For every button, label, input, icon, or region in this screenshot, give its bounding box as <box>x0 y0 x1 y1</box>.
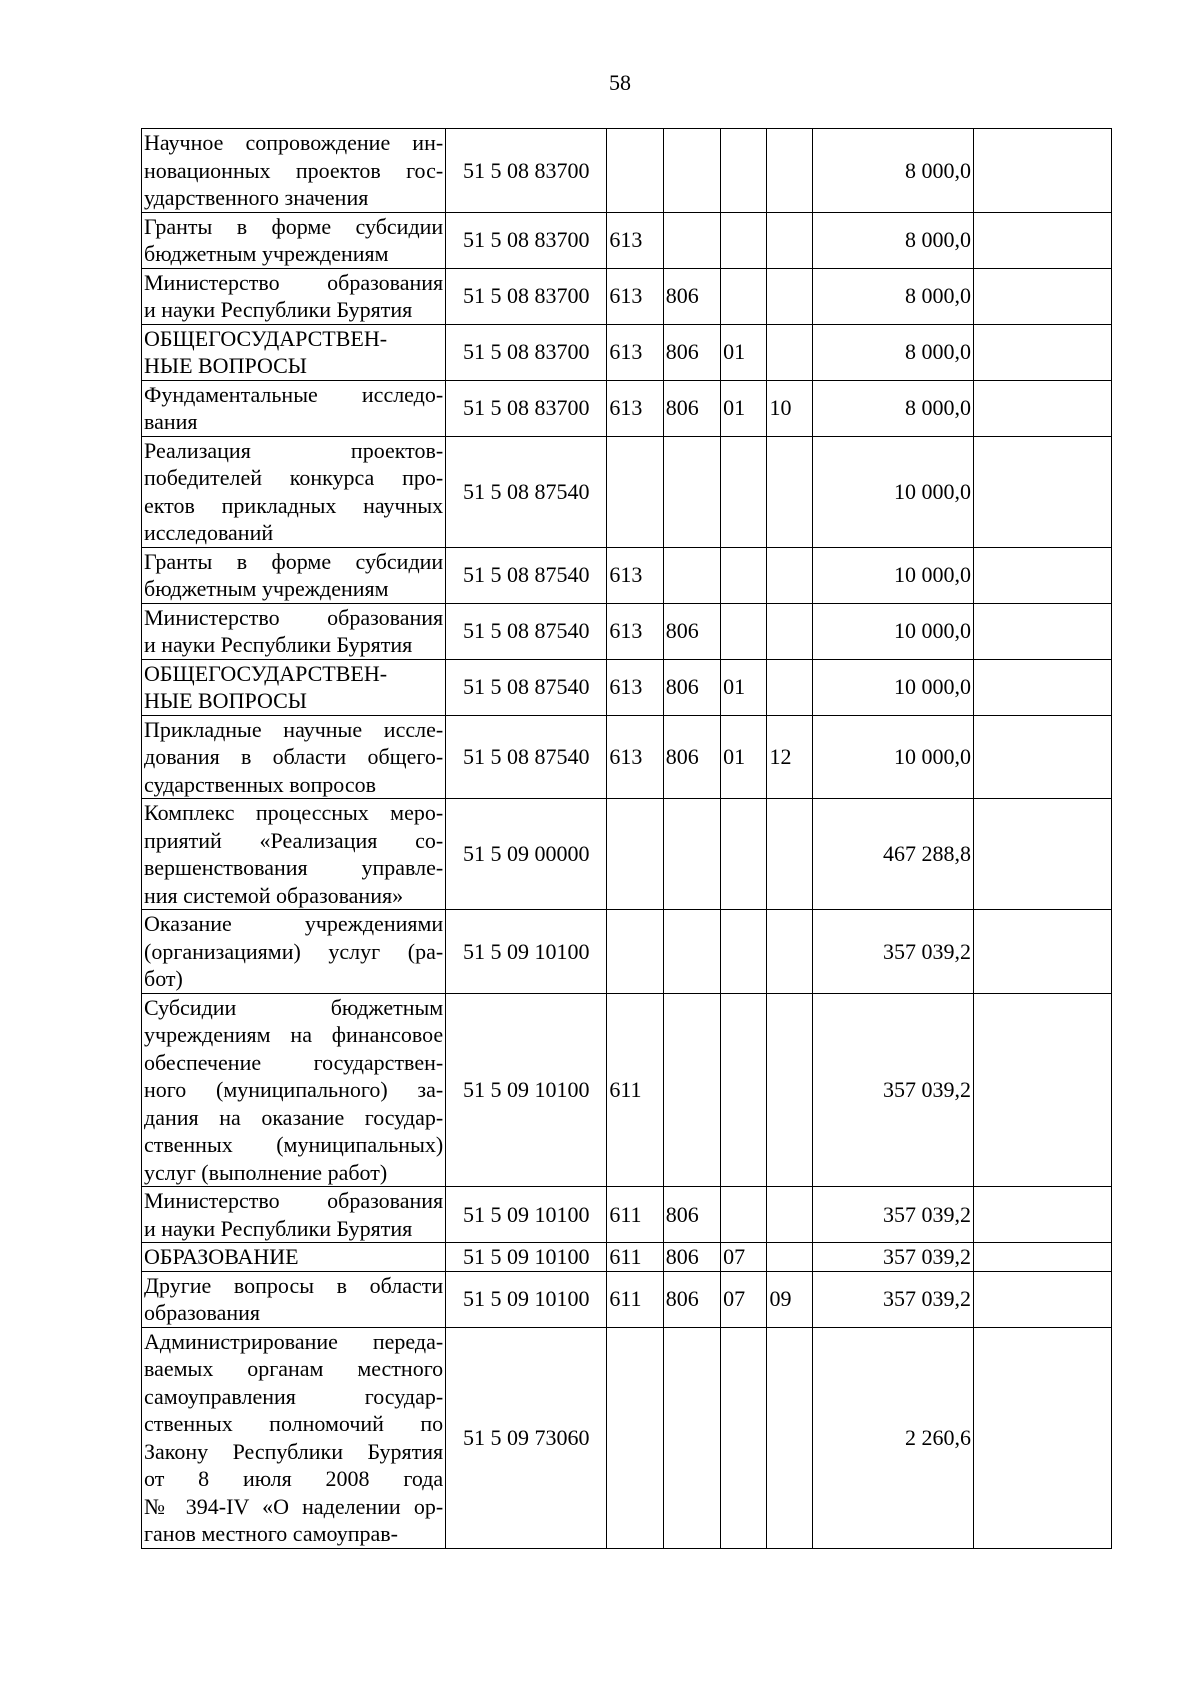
table-row <box>142 993 1112 1187</box>
target-article-cell: 51 5 08 87540 <box>446 436 607 547</box>
subsection-cell <box>767 910 812 994</box>
item-name-line: ударственного значения <box>144 185 369 210</box>
item-name-cell <box>142 1327 446 1548</box>
item-name-line: учреждениям на финансовое <box>144 1022 444 1047</box>
subsection-cell: 12 <box>767 715 812 799</box>
extra-cell <box>973 659 1111 715</box>
expense-type-cell: 611 <box>607 1271 663 1327</box>
target-article-cell: 51 5 08 83700 <box>446 212 607 268</box>
subsection-cell <box>767 603 812 659</box>
item-name-line: Фундаментальные исследо- <box>144 381 444 407</box>
item-name-line: ния системой образования» <box>144 882 404 908</box>
item-name-line: ганов местного самоуправ- <box>144 1521 398 1546</box>
table-row <box>142 324 1112 380</box>
item-name-line: услуг (выполнение работ) <box>144 1159 388 1185</box>
table-row <box>142 380 1112 436</box>
table-row <box>142 1271 1112 1327</box>
item-name-line: Субсидии бюджетным <box>144 994 444 1020</box>
item-name-line: и науки Республики Бурятия <box>144 1215 413 1241</box>
amount-cell: 357 039,2 <box>812 1243 973 1272</box>
subsection-cell <box>767 268 812 324</box>
ministry-code-cell: 806 <box>663 268 720 324</box>
item-name-cell <box>142 129 446 213</box>
target-article-cell: 51 5 08 87540 <box>446 659 607 715</box>
item-name-line: дования в области общего- <box>144 744 444 769</box>
subsection-cell <box>767 436 812 547</box>
item-name-cell <box>142 380 446 436</box>
item-name-line: новационных проектов гос- <box>144 157 444 183</box>
item-name-cell <box>142 799 446 910</box>
extra-cell <box>973 1187 1111 1243</box>
expense-type-cell <box>607 910 663 994</box>
section-cell <box>721 993 767 1187</box>
item-name-cell <box>142 212 446 268</box>
subsection-cell <box>767 547 812 603</box>
table-row <box>142 547 1112 603</box>
target-article-cell: 51 5 08 83700 <box>446 380 607 436</box>
item-name-line: ОБРАЗОВАНИЕ <box>144 1244 299 1269</box>
item-name-line: Администрирование переда- <box>144 1328 444 1354</box>
item-name-line: сударственных вопросов <box>144 771 376 797</box>
extra-cell <box>973 715 1111 799</box>
expense-type-cell: 613 <box>607 268 663 324</box>
expense-type-cell: 611 <box>607 1243 663 1272</box>
expense-type-cell: 611 <box>607 1187 663 1243</box>
subsection-cell <box>767 212 812 268</box>
target-article-cell: 51 5 08 83700 <box>446 268 607 324</box>
item-name-line: Министерство образования <box>144 604 444 630</box>
item-name-line: от 8 июля 2008 года <box>144 1466 444 1491</box>
item-name-cell <box>142 1271 446 1327</box>
expense-type-cell: 613 <box>607 324 663 380</box>
item-name-line: дания на оказание государ- <box>144 1104 444 1130</box>
extra-cell <box>973 212 1111 268</box>
subsection-cell <box>767 659 812 715</box>
expense-type-cell: 613 <box>607 380 663 436</box>
item-name-cell <box>142 436 446 547</box>
item-name-line: ного (муниципального) за- <box>144 1077 444 1102</box>
ministry-code-cell <box>663 212 720 268</box>
amount-cell: 357 039,2 <box>812 1271 973 1327</box>
section-cell <box>721 547 767 603</box>
item-name-line: Министерство образования <box>144 1188 444 1213</box>
ministry-code-cell: 806 <box>663 1243 720 1272</box>
target-article-cell: 51 5 09 10100 <box>446 910 607 994</box>
item-name-line: Прикладные научные иссле- <box>144 716 444 742</box>
target-article-cell: 51 5 08 83700 <box>446 324 607 380</box>
ministry-code-cell <box>663 547 720 603</box>
table-row <box>142 268 1112 324</box>
item-name-cell <box>142 547 446 603</box>
ministry-code-cell: 806 <box>663 380 720 436</box>
item-name-cell <box>142 993 446 1187</box>
target-article-cell: 51 5 09 10100 <box>446 1271 607 1327</box>
extra-cell <box>973 910 1111 994</box>
extra-cell <box>973 799 1111 910</box>
amount-cell: 10 000,0 <box>812 436 973 547</box>
table-row <box>142 799 1112 910</box>
subsection-cell <box>767 1187 812 1243</box>
item-name-line: НЫЕ ВОПРОСЫ <box>144 353 307 378</box>
item-name-line: и науки Республики Бурятия <box>144 297 413 322</box>
subsection-cell: 09 <box>767 1271 812 1327</box>
item-name-line: Реализация проектов- <box>144 437 444 463</box>
subsection-cell: 10 <box>767 380 812 436</box>
item-name-line: вершенствования управле- <box>144 855 444 880</box>
amount-cell: 10 000,0 <box>812 659 973 715</box>
table-row <box>142 715 1112 799</box>
page-number: 58 <box>609 70 631 95</box>
item-name-line: Комплекс процессных меро- <box>144 800 444 825</box>
table-row <box>142 1187 1112 1243</box>
extra-cell <box>973 1243 1111 1272</box>
item-name-line: ОБЩЕГОСУДАРСТВЕН- <box>144 325 388 351</box>
subsection-cell <box>767 993 812 1187</box>
extra-cell <box>973 380 1111 436</box>
item-name-line: и науки Республики Бурятия <box>144 632 413 657</box>
ministry-code-cell: 806 <box>663 715 720 799</box>
extra-cell <box>973 436 1111 547</box>
target-article-cell: 51 5 08 87540 <box>446 603 607 659</box>
table-row <box>142 436 1112 547</box>
amount-cell: 10 000,0 <box>812 715 973 799</box>
item-name-line: Министерство образования <box>144 269 444 295</box>
item-name-cell <box>142 603 446 659</box>
item-name-line: самоуправления государ- <box>144 1383 444 1409</box>
item-name-line: победителей конкурса про- <box>144 465 444 490</box>
ministry-code-cell: 806 <box>663 603 720 659</box>
ministry-code-cell <box>663 436 720 547</box>
expense-type-cell: 613 <box>607 715 663 799</box>
section-cell: 01 <box>721 659 767 715</box>
expense-type-cell: 613 <box>607 603 663 659</box>
item-name-line: Гранты в форме субсидии <box>144 548 444 574</box>
ministry-code-cell: 806 <box>663 1271 720 1327</box>
item-name-line: НЫЕ ВОПРОСЫ <box>144 688 307 713</box>
ministry-code-cell <box>663 993 720 1187</box>
item-name-cell <box>142 1243 446 1272</box>
item-name-line: вания <box>144 409 198 434</box>
section-cell <box>721 129 767 213</box>
item-name-line: Закону Республики Бурятия <box>144 1438 444 1464</box>
ministry-code-cell <box>663 129 720 213</box>
section-cell <box>721 1187 767 1243</box>
amount-cell: 8 000,0 <box>812 380 973 436</box>
expense-type-cell <box>607 129 663 213</box>
amount-cell: 8 000,0 <box>812 212 973 268</box>
extra-cell <box>973 268 1111 324</box>
subsection-cell <box>767 1327 812 1548</box>
section-cell: 07 <box>721 1243 767 1272</box>
subsection-cell <box>767 324 812 380</box>
budget-table <box>141 128 1112 1549</box>
item-name-line: ваемых органам местного <box>144 1356 444 1381</box>
ministry-code-cell <box>663 799 720 910</box>
amount-cell: 467 288,8 <box>812 799 973 910</box>
item-name-line: бот) <box>144 966 183 991</box>
section-cell <box>721 268 767 324</box>
section-cell <box>721 910 767 994</box>
extra-cell <box>973 993 1111 1187</box>
table-row <box>142 603 1112 659</box>
amount-cell: 10 000,0 <box>812 603 973 659</box>
item-name-cell <box>142 715 446 799</box>
item-name-cell <box>142 324 446 380</box>
table-row <box>142 129 1112 213</box>
item-name-line: исследований <box>144 520 274 545</box>
target-article-cell: 51 5 08 87540 <box>446 547 607 603</box>
expense-type-cell <box>607 436 663 547</box>
extra-cell <box>973 324 1111 380</box>
item-name-line: бюджетным учреждениям <box>144 576 389 601</box>
expense-type-cell: 611 <box>607 993 663 1187</box>
item-name-line: Научное сопровождение ин- <box>144 130 444 155</box>
item-name-cell <box>142 268 446 324</box>
amount-cell: 357 039,2 <box>812 993 973 1187</box>
item-name-cell <box>142 659 446 715</box>
item-name-line: ектов прикладных научных <box>144 492 444 518</box>
extra-cell <box>973 129 1111 213</box>
table-row <box>142 1327 1112 1548</box>
section-cell: 01 <box>721 324 767 380</box>
extra-cell <box>973 603 1111 659</box>
expense-type-cell: 613 <box>607 659 663 715</box>
target-article-cell: 51 5 09 73060 <box>446 1327 607 1548</box>
table-body <box>142 129 1112 1549</box>
subsection-cell <box>767 1243 812 1272</box>
target-article-cell: 51 5 08 87540 <box>446 715 607 799</box>
amount-cell: 8 000,0 <box>812 129 973 213</box>
amount-cell: 8 000,0 <box>812 268 973 324</box>
section-cell: 07 <box>721 1271 767 1327</box>
item-name-line: приятий «Реализация со- <box>144 827 444 853</box>
target-article-cell: 51 5 09 10100 <box>446 1243 607 1272</box>
amount-cell: 8 000,0 <box>812 324 973 380</box>
ministry-code-cell <box>663 1327 720 1548</box>
item-name-line: Другие вопросы в области <box>144 1272 444 1298</box>
item-name-line: обеспечение государствен- <box>144 1049 444 1075</box>
target-article-cell: 51 5 09 00000 <box>446 799 607 910</box>
ministry-code-cell <box>663 910 720 994</box>
item-name-cell <box>142 1187 446 1243</box>
item-name-line: ственных полномочий по <box>144 1411 444 1436</box>
item-name-line: образования <box>144 1300 261 1325</box>
amount-cell: 10 000,0 <box>812 547 973 603</box>
section-cell: 01 <box>721 715 767 799</box>
ministry-code-cell: 806 <box>663 324 720 380</box>
ministry-code-cell: 806 <box>663 659 720 715</box>
target-article-cell: 51 5 09 10100 <box>446 1187 607 1243</box>
expense-type-cell <box>607 799 663 910</box>
table-row <box>142 659 1112 715</box>
expense-type-cell: 613 <box>607 547 663 603</box>
subsection-cell <box>767 129 812 213</box>
extra-cell <box>973 1271 1111 1327</box>
target-article-cell: 51 5 09 10100 <box>446 993 607 1187</box>
amount-cell: 357 039,2 <box>812 910 973 994</box>
subsection-cell <box>767 799 812 910</box>
item-name-line: ОБЩЕГОСУДАРСТВЕН- <box>144 660 388 686</box>
target-article-cell: 51 5 08 83700 <box>446 129 607 213</box>
item-name-line: (организациями) услуг (ра- <box>144 938 444 964</box>
table-row <box>142 212 1112 268</box>
section-cell <box>721 799 767 910</box>
amount-cell: 2 260,6 <box>812 1327 973 1548</box>
section-cell: 01 <box>721 380 767 436</box>
amount-cell: 357 039,2 <box>812 1187 973 1243</box>
ministry-code-cell: 806 <box>663 1187 720 1243</box>
item-name-line: Гранты в форме субсидии <box>144 213 444 239</box>
item-name-cell <box>142 910 446 994</box>
item-name-line: ственных (муниципальных) <box>144 1132 444 1157</box>
table-row <box>142 910 1112 994</box>
expense-type-cell <box>607 1327 663 1548</box>
section-cell <box>721 436 767 547</box>
extra-cell <box>973 547 1111 603</box>
section-cell <box>721 1327 767 1548</box>
expense-type-cell: 613 <box>607 212 663 268</box>
item-name-line: бюджетным учреждениям <box>144 241 389 266</box>
item-name-line: № 394-IV «О наделении ор- <box>144 1493 444 1519</box>
extra-cell <box>973 1327 1111 1548</box>
item-name-line: Оказание учреждениями <box>144 911 444 936</box>
section-cell <box>721 212 767 268</box>
section-cell <box>721 603 767 659</box>
table-row <box>142 1243 1112 1272</box>
